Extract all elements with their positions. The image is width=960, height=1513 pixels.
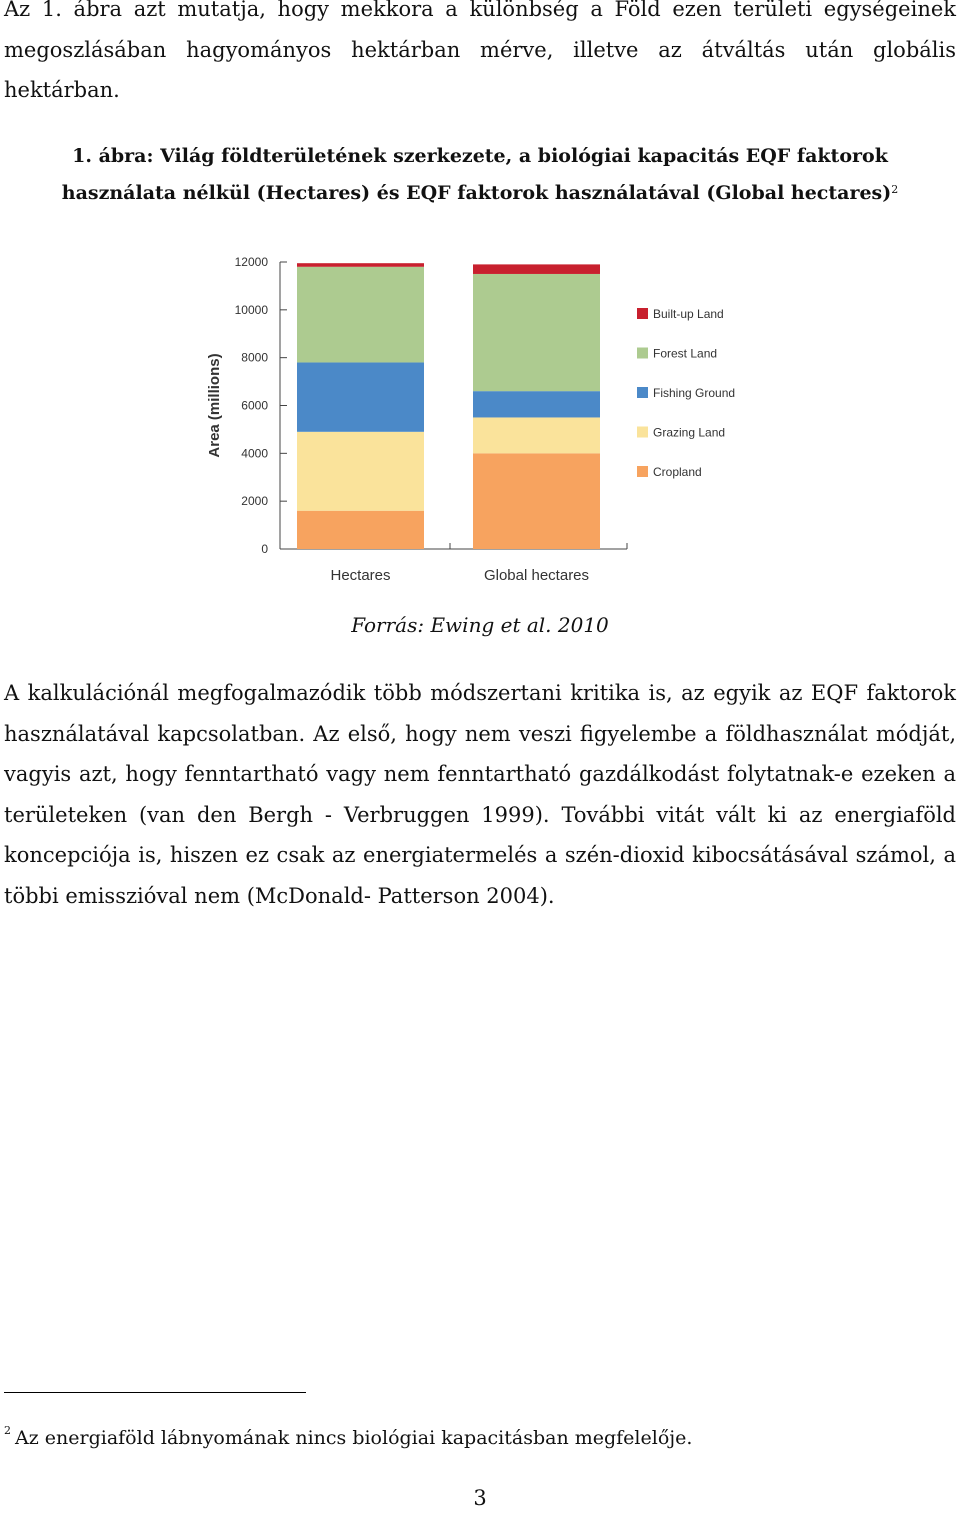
bar-segment-cropland	[473, 453, 600, 549]
legend-swatch	[637, 308, 648, 319]
footnote-text: Az energiaföld lábnyomának nincs biológiai kapacitásban megfelelője.	[15, 1427, 693, 1449]
bar-segment-forest-land	[473, 274, 600, 391]
y-tick-label: 0	[261, 542, 268, 556]
y-tick-label: 2000	[241, 494, 268, 509]
legend-swatch	[637, 348, 648, 359]
legend-label: Forest Land	[653, 346, 718, 361]
caption-footnote-mark: 2	[891, 183, 899, 196]
legend-swatch	[637, 427, 648, 438]
page-number: 3	[473, 1486, 487, 1510]
bar-segment-grazing-land	[297, 432, 424, 511]
bar-segment-cropland	[297, 511, 424, 549]
figure-caption	[40, 138, 920, 212]
figure-source: Forrás: Ewing et al. 2010	[351, 613, 609, 637]
legend-label: Fishing Ground	[653, 386, 736, 400]
land-area-chart	[195, 240, 755, 600]
bar-segment-built-up-land	[297, 263, 424, 267]
legend-label: Grazing Land	[653, 425, 726, 440]
bar-segment-grazing-land	[473, 417, 600, 453]
legend-label: Built-up Land	[653, 307, 724, 321]
bar-segment-fishing-ground	[473, 391, 600, 417]
intro-paragraph: Az 1. ábra azt mutatja, hogy mekkora a különbség a Föld ezen területi egységeinek megoszlásában hagyományos hektárban mérve, illetve az átváltás után globális hektárban.	[4, 0, 956, 102]
y-tick-label: 6000	[241, 398, 268, 413]
y-tick-label: 10000	[234, 302, 268, 317]
legend-swatch	[637, 466, 648, 477]
y-tick-label: 8000	[241, 350, 268, 365]
footnote-separator	[4, 1392, 306, 1393]
figure-caption-text: 1. ábra: Világ földterületének szerkezete, a biológiai kapacitás EQF faktorok használata nélkül (Hectares) és EQF faktorok használatával (Global hectares)	[61, 145, 892, 204]
body-paragraph: A kalkulációnál megfogalmazódik több módszertani kritika is, az egyik az EQF faktorok használatával kapcsolatban. Az első, hogy nem veszi figyelembe a földhasználat módját, vagyis azt, hogy fenntartható vagy nem fenntartható gazdálkodást folytatnak-e ezeken a területeken (van den Bergh - Verbruggen 1999). További vitát vált ki az energiaföld koncepciója is, hiszen ez csak az energiatermelés a szén-dioxid kibocsátásával számol, a többi emisszióval nem (McDonald- Patterson 2004).	[4, 681, 956, 908]
y-axis-label: Area (millions)	[206, 353, 223, 458]
bar-segment-built-up-land	[473, 264, 600, 274]
footnote	[4, 1424, 944, 1449]
legend-swatch	[637, 387, 648, 398]
y-tick-label: 4000	[241, 446, 268, 461]
bar-segment-forest-land	[297, 267, 424, 363]
x-category-label: Hectares	[330, 567, 391, 584]
legend-label: Cropland	[653, 465, 702, 479]
x-category-label: Global hectares	[483, 567, 590, 584]
bar-segment-fishing-ground	[297, 362, 424, 431]
footnote-mark: 2	[4, 1424, 11, 1437]
y-tick-label: 12000	[234, 255, 268, 269]
